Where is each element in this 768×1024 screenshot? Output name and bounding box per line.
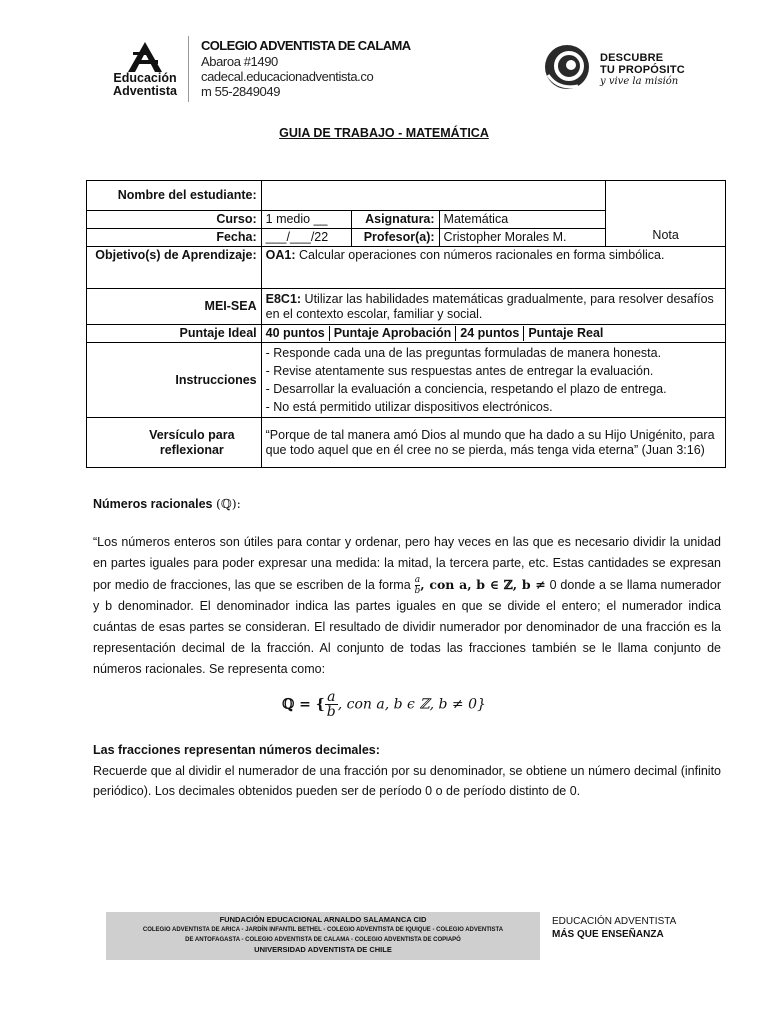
curso-value: 1 medio __: [261, 211, 351, 229]
nota-cell[interactable]: [606, 181, 726, 247]
formula-left: ℚ = {: [282, 696, 325, 713]
school-name: COLEGIO ADVENTISTA DE CALAMA: [201, 38, 411, 53]
versiculo-text: “Porque de tal manera amó Dios al mundo que ha dado a su Hijo Unigénito, para que todo aquel que en él cree no se pierda, más tenga vida eterna” (Juan 3:16): [261, 418, 725, 468]
adventista-a-icon: [128, 42, 162, 72]
footer-line3: DE ANTOFAGASTA - COLEGIO ADVENTISTA DE CALAMA - COLEGIO ADVENTISTA DE COPIAPÓ: [185, 937, 461, 943]
racionales-title: Números racionales: [93, 497, 213, 511]
logo-left-line2: Adventista: [113, 84, 177, 98]
puntaje-ideal-value: 40 puntos: [262, 326, 330, 341]
descubre-logo: [540, 42, 690, 92]
formula-denominator: b: [326, 704, 336, 720]
footer-right-line1: EDUCACIÓN ADVENTISTA: [552, 916, 677, 927]
footer-line1: FUNDACIÓN EDUCACIONAL ARNALDO SALAMANCA CID: [219, 915, 427, 924]
logo-right-line3: y vive la misión: [600, 76, 679, 87]
header-divider: [188, 36, 189, 102]
profesor-label: Profesor(a):: [351, 229, 439, 247]
fraction-numerator: a: [414, 575, 421, 586]
instruccion-item: - No está permitido utilizar dispositivos electrónicos.: [265, 400, 553, 414]
rationals-symbol: (ℚ):: [215, 496, 241, 511]
footer-line4: UNIVERSIDAD ADVENTISTA DE CHILE: [254, 945, 392, 954]
section-title-decimales: Las fracciones representan números decimales:: [93, 743, 380, 757]
school-phone: m 55-2849049: [201, 84, 281, 99]
instrucciones-label: Instrucciones: [87, 343, 262, 418]
racionales-paragraph: [93, 532, 721, 680]
page-title: GUIA DE TRABAJO - MATEMÁTICA: [279, 126, 489, 140]
footer-line2: COLEGIO ADVENTISTA DE ARICA - JARDÍN INFANTIL BETHEL - COLEGIO ADVENTISTA DE IQUIQUE - COLEGIO ADVENTISTA: [142, 927, 504, 933]
decimales-paragraph: Recuerde que al dividir el numerador de una fracción por su denominador, se obtiene un número decimal (infinito periódico). Los decimales obtenidos pueden ser de período 0 o de período distinto de 0.: [93, 764, 721, 798]
fraction-denominator: b: [414, 586, 421, 597]
objetivo-cell: [261, 247, 725, 289]
formula-right: , con a, b ϵ ℤ, b ≠ 0}: [337, 696, 486, 713]
puntaje-cell: [261, 325, 725, 343]
rationals-formula: [0, 690, 768, 719]
asignatura-label: Asignatura:: [351, 211, 439, 229]
formula-numerator: a: [325, 690, 338, 705]
paragraph-part-b: 0 donde a se llama numerador y b denominador. El denominador indica las partes iguales en que se divide el entero; el numerador indica cuántas de esas partes se consideran. El resultado de dividir numerador por denominador de una fracción es la representación decimal de la fracción. Al conjunto de todas las fracciones también se le llama conjunto de números racionales. Se representa como:: [93, 578, 721, 677]
logo-left-line1: Educación: [113, 71, 177, 85]
meisea-label: MEI-SEA: [87, 289, 262, 325]
nota-label: Nota: [652, 228, 679, 242]
logo-right-line1: DESCUBRE: [600, 52, 664, 64]
fraction-condition: , con a, b ∈ ℤ, b ≠: [420, 577, 546, 592]
student-info-table: [86, 180, 726, 468]
paragraph-part-a: “Los números enteros son útiles para contar y ordenar, pero hay veces en las que es necesario dividir la unidad en partes iguales para poder expresar una medida: la mitad, la tercera parte, etc. Estas cantidades se expresan por medio de fracciones, las que se escriben de la forma: [93, 535, 721, 592]
footer-right-line2: MÁS QUE ENSEÑANZA: [552, 929, 664, 940]
instruccion-item: - Responde cada una de las preguntas formuladas de manera honesta.: [265, 346, 662, 360]
school-address: Abaroa #1490: [201, 54, 278, 69]
footer-brand: [552, 915, 676, 941]
instruccion-item: - Revise atentamente sus respuestas antes de entregar la evaluación.: [265, 364, 654, 378]
formula-fraction: [325, 690, 338, 719]
meisea-text: Utilizar las habilidades matemáticas gradualmente, para resolver desafíos en el contexto escolar, familiar y social.: [265, 291, 714, 321]
objetivo-text: Calcular operaciones con números racionales en forma simbólica.: [295, 248, 665, 262]
section-title-racionales: [93, 496, 241, 511]
meisea-cell: [261, 289, 725, 325]
student-name-label: Nombre del estudiante:: [87, 181, 262, 211]
instruccion-item: - Desarrollar la evaluación a conciencia, respetando el plazo de entrega.: [265, 382, 667, 396]
logo-right-line2: TU PROPÓSITC: [600, 64, 685, 76]
puntaje-real-label: Puntaje Real: [528, 326, 604, 340]
objetivo-code: OA1:: [265, 248, 296, 262]
versiculo-label: Versículo para reflexionar: [87, 418, 262, 468]
curso-label: Curso:: [87, 211, 262, 229]
footer-foundation: [106, 912, 540, 960]
school-info: [201, 38, 411, 99]
school-email: cadecal.educacionadventista.co: [201, 69, 374, 84]
asignatura-value: Matemática: [439, 211, 606, 229]
instrucciones-cell: [261, 343, 725, 418]
profesor-value: Cristopher Morales M.: [439, 229, 606, 247]
puntaje-ideal-label: Puntaje Ideal: [87, 325, 262, 343]
spiral-icon: [540, 42, 594, 92]
educacion-adventista-logo: [104, 42, 186, 98]
puntaje-aprobacion-label: Puntaje Aprobación: [330, 326, 457, 341]
meisea-code: E8C1:: [265, 291, 302, 306]
puntaje-aprobacion-value: 24 puntos: [456, 326, 524, 341]
objetivo-label: Objetivo(s) de Aprendizaje:: [87, 247, 262, 289]
fecha-value[interactable]: ___/___/22: [261, 229, 351, 247]
student-name-field[interactable]: [261, 181, 606, 211]
fecha-label: Fecha:: [87, 229, 262, 247]
